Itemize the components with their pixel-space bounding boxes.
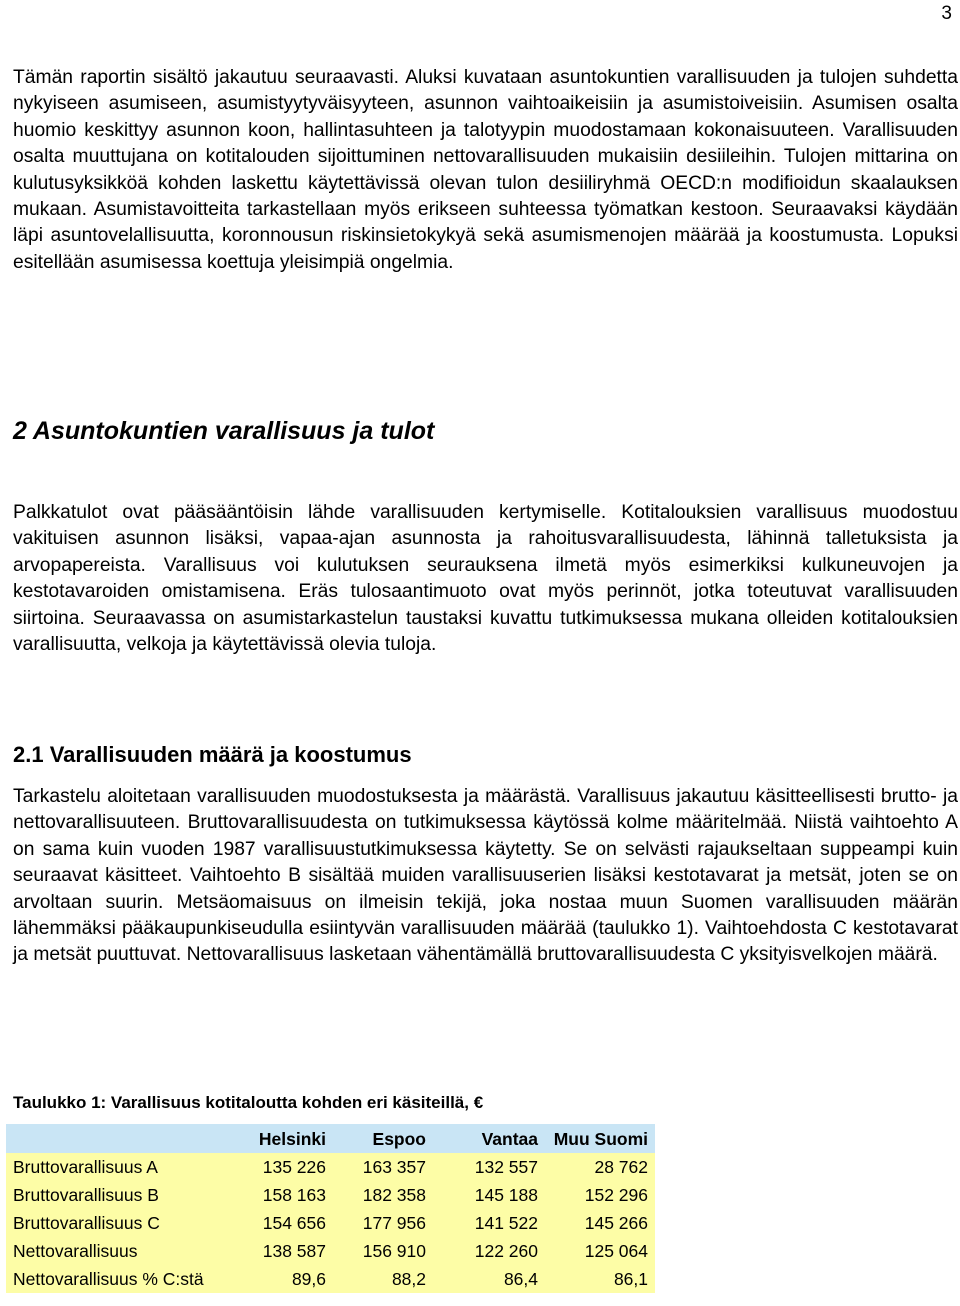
table-cell: 156 910 xyxy=(333,1237,433,1265)
table-cell: 154 656 xyxy=(233,1209,333,1237)
wealth-table xyxy=(6,1124,655,1293)
table-cell: 177 956 xyxy=(333,1209,433,1237)
table-cell: 86,1 xyxy=(545,1265,655,1293)
table-cell: 152 296 xyxy=(545,1181,655,1209)
table-header-cell: Espoo xyxy=(333,1124,433,1153)
table-cell: 122 260 xyxy=(433,1237,545,1265)
table-cell: 141 522 xyxy=(433,1209,545,1237)
table-cell: 89,6 xyxy=(233,1265,333,1293)
table-row xyxy=(6,1181,655,1209)
table-row xyxy=(6,1237,655,1265)
table-row-label: Nettovarallisuus % C:stä xyxy=(6,1265,233,1293)
table-row-label: Nettovarallisuus xyxy=(6,1237,233,1265)
table-cell: 163 357 xyxy=(333,1153,433,1181)
table-row-label: Bruttovarallisuus B xyxy=(6,1181,233,1209)
table-cell: 138 587 xyxy=(233,1237,333,1265)
table-header-cell: Helsinki xyxy=(233,1124,333,1153)
table-row-label: Bruttovarallisuus A xyxy=(6,1153,233,1181)
intro-paragraph: Tämän raportin sisältö jakautuu seuraavasti. Aluksi kuvataan asuntokuntien varallisuuden ja tulojen suhdetta nykyiseen asumiseen, asumistyytyväisyyteen, asunnon vaihtoaikeisiin ja asumistoiveisiin. Asumisen osalta huomio keskittyy asunnon koon, hallintasuhteen ja talotyypin muodostamaan kokonaisuuteen. Varallisuuden osalta muuttujana on kotitalouden sijoittuminen nettovarallisuuden mukaisiin desiileihin. Tulojen mittarina on kulutusyksikköä kohden laskettu käytettävissä olevan tulon desiiliryhmä OECD:n modifioidun skaalauksen mukaan. Asumistavoitteita tarkastellaan myös erikseen suhteessa työmatkan kestoon. Seuraavaksi käydään läpi asuntovelallisuutta, koronnousun riskinsietokykyä sekä asumismenojen määrää ja koostumusta. Lopuksi esitellään asumisessa koettuja yleisimpiä ongelmia. xyxy=(13,67,958,273)
table-cell: 182 358 xyxy=(333,1181,433,1209)
table-header-cell: Muu Suomi xyxy=(545,1124,655,1153)
table-cell: 28 762 xyxy=(545,1153,655,1181)
page-number: 3 xyxy=(941,3,952,24)
table-cell: 132 557 xyxy=(433,1153,545,1181)
table-header-cell: Vantaa xyxy=(433,1124,545,1153)
table-cell: 145 188 xyxy=(433,1181,545,1209)
table-row xyxy=(6,1265,655,1293)
table-cell: 145 266 xyxy=(545,1209,655,1237)
table-row xyxy=(6,1209,655,1237)
table-cell: 135 226 xyxy=(233,1153,333,1181)
table-cell: 158 163 xyxy=(233,1181,333,1209)
table-cell: 125 064 xyxy=(545,1237,655,1265)
table-header-row xyxy=(6,1124,655,1153)
table-cell: 88,2 xyxy=(333,1265,433,1293)
table-row-label: Bruttovarallisuus C xyxy=(6,1209,233,1237)
table-cell: 86,4 xyxy=(433,1265,545,1293)
section-2-1-paragraph: Tarkastelu aloitetaan varallisuuden muodostuksesta ja määrästä. Varallisuus jakautuu käsitteellisesti brutto- ja nettovarallisuuteen. Bruttovarallisuudesta on tutkimuksessa käytössä kolme määritelmää. Niistä vaihtoehto A on sama kuin vuoden 1987 varallisuustutkimuksessa käytetty. Se on selvästi rajaukseltaan suppeampi kuin seuraavat käsitteet. Vaihtoehto B sisältää muiden varallisuuserien lisäksi kestotavarat ja metsät, joten se on arvoltaan suurin. Metsäomaisuus on ilmeisin tekijä, joka nostaa muun Suomen varallisuuden määrän lähemmäksi pääkaupunkiseudulla esiintyvän varallisuuden määrää (taulukko 1). Vaihtoehdosta C kestotavarat ja metsät puuttuvat. Nettovarallisuus lasketaan vähentämällä bruttovarallisuudesta C yksityisvelkojen määrä. xyxy=(13,786,958,966)
section-2-paragraph: Palkkatulot ovat pääsääntöisin lähde varallisuuden kertymiselle. Kotitalouksien varallisuus muodostuu vakituisen asunnon lisäksi, vapaa-ajan asunnosta ja rahoitusvarallisuudesta, lähinnä talletuksista ja arvopapereista. Varallisuus voi kulutuksen seurauksena ilmetä myös esimerkiksi kulkuneuvojen ja kestotavaroiden omistamisena. Eräs tulosaantimuoto ovat myös perinnöt, jotka toteutuvat varallisuuden siirtoina. Seuraavassa on asumistarkastelun taustaksi kuvattu tutkimuksessa mukana olleiden kotitalouksien varallisuutta, velkoja ja käytettävissä olevia tuloja. xyxy=(13,502,958,656)
section-2-1-heading: 2.1 Varallisuuden määrä ja koostumus xyxy=(13,742,412,767)
table-row xyxy=(6,1153,655,1181)
table-header-cell xyxy=(6,1124,233,1153)
section-2-heading: 2 Asuntokuntien varallisuus ja tulot xyxy=(13,417,435,445)
table-caption: Taulukko 1: Varallisuus kotitaloutta kohden eri käsiteillä, € xyxy=(13,1093,484,1112)
